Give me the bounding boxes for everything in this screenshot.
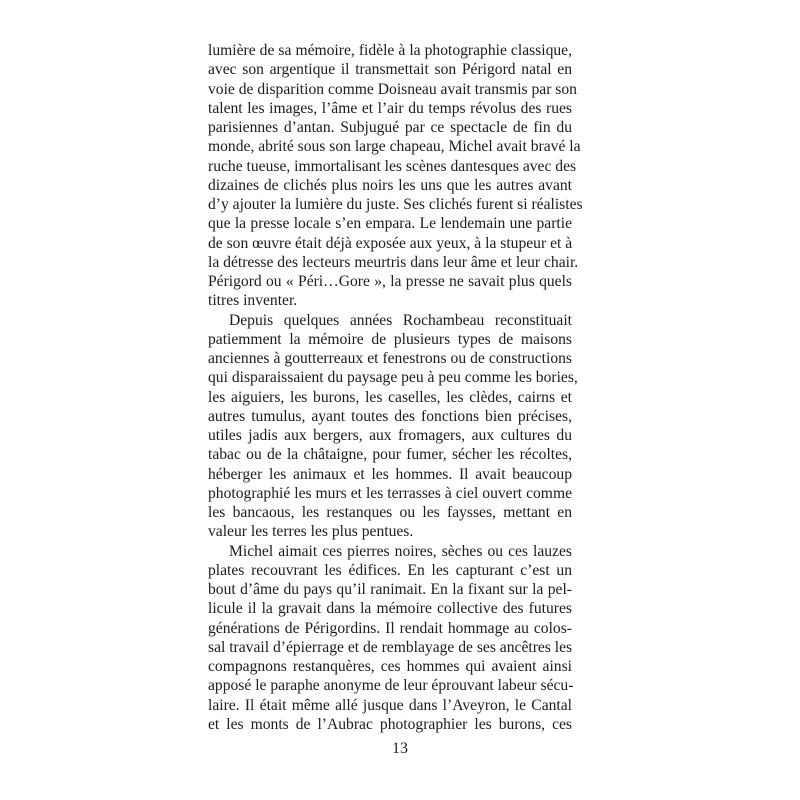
text-line: laire. Il était même allé jusque dans l’Aveyron, le Cantal (208, 696, 572, 714)
text-line: sal travail d’épierrage et de remblayage de ses ancêtres les (208, 638, 573, 656)
text-line: voie de disparition comme Doisneau avait transmis par son (208, 80, 577, 98)
text-line: lumière de sa mémoire, fidèle à la photographie classique, (208, 42, 572, 59)
text-line: photographié les murs et les terrasses à ciel ouvert comme (208, 484, 572, 502)
text-line: et les monts de l’Aubrac photographier les burons, ces (208, 715, 572, 733)
paragraph-first-line: Depuis quelques années Rochambeau reconstituait (229, 311, 572, 329)
text-line: les bancaous, les restanques ou les faysses, mettant en (208, 504, 572, 521)
text-line: dizaines de clichés plus noirs les uns que les autres avant (208, 176, 572, 194)
text-line: avec son argentique il transmettait son Périgord natal en (208, 61, 572, 79)
text-line: compagnons restanquères, ces hommes qui avaient ainsi (208, 658, 572, 675)
text-line: d’y ajouter la lumière du juste. Ses clichés furent si réalistes (208, 196, 583, 213)
text-line: patiemment la mémoire de plusieurs types de maisons (208, 330, 572, 348)
text-line: plates recouvrant les édifices. En les capturant c’est un (208, 561, 572, 579)
text-line: ruche tueuse, immortalisant les scènes dantesques avec des (208, 157, 577, 175)
text-line: héberger les animaux et les hommes. Il avait beaucoup (208, 465, 572, 483)
text-line: licule il la gravait dans la mémoire collective des futures (208, 600, 572, 618)
text-line: parisiennes d’antan. Subjugué par ce spectacle de fin du (208, 119, 572, 136)
text-line: talent les images, l’âme et l’air du temps révolus des rues (208, 99, 572, 117)
text-line: monde, abrité sous son large chapeau, Michel avait bravé la (208, 138, 581, 156)
paragraph-first-line: Michel aimait ces pierres noires, sèches ou ces lauzes (229, 542, 572, 560)
text-line: apposé le paraphe anonyme de leur éprouvant labeur sécu- (208, 677, 574, 695)
text-line: de son œuvre était déjà exposée aux yeux, à la stupeur et à (208, 234, 573, 252)
text-line: tabac ou de la châtaigne, pour fumer, sécher les récoltes, (208, 446, 572, 464)
text-line: valeur les terres les plus pentues. (208, 523, 414, 541)
text-line: la détresse des lecteurs meurtris dans leur âme et leur chair. (208, 253, 579, 271)
text-line: anciennes à goutterreaux et fenestrons ou de constructions (208, 350, 572, 367)
text-line: que la presse locale s’en empara. Le lendemain une partie (208, 215, 572, 233)
text-line: générations de Périgordins. Il rendait hommage au colos- (208, 619, 572, 637)
text-line: Périgord ou « Péri…Gore », la presse ne savait plus quels (208, 273, 572, 290)
text-line: utiles jadis aux bergers, aux fromagers, aux cultures du (208, 427, 572, 444)
text-line: bout d’âme du pays qu’il ranimait. En la fixant sur la pel- (208, 581, 572, 598)
text-line: autres tumulus, ayant toutes des fonctions bien précises, (208, 407, 572, 425)
page-number: 13 (392, 740, 408, 757)
text-line: qui disparaissaient du paysage peu à peu comme les bories, (208, 369, 578, 387)
text-line: les aiguiers, les burons, les caselles, les clèdes, cairns et (208, 388, 572, 406)
text-line: titres inventer. (208, 292, 298, 310)
